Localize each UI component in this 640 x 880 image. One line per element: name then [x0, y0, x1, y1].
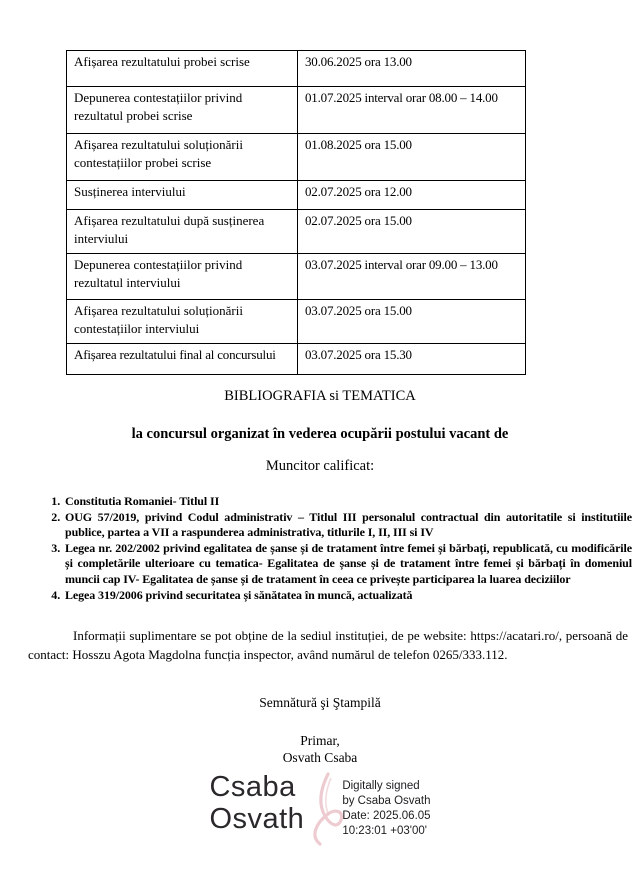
date-cell: 03.07.2025 ora 15.30 [298, 344, 526, 375]
digital-signature-detail-line: 10:23:01 +03'00' [342, 824, 427, 837]
activity-cell: Afișarea rezultatului final al concursului [67, 344, 298, 375]
activity-cell: Afișarea rezultatului soluționării contestațiilor interviului [67, 300, 298, 344]
table-row [67, 254, 526, 300]
activity-cell: Susținerea interviului [67, 181, 298, 210]
digital-signature-details [342, 772, 430, 839]
activity-cell: Afișarea rezultatului soluționării contestațiilor probei scrise [67, 134, 298, 181]
table-row [67, 210, 526, 254]
date-cell: 01.08.2025 ora 15.00 [298, 134, 526, 181]
table-row [67, 181, 526, 210]
digital-signature-detail-line: Date: 2025.06.05 [342, 809, 431, 822]
bibliography-subtitle: la concursul organizat în vederea ocupării postului vacant de [131, 426, 509, 442]
activity-cell: Afișarea rezultatului probei scrise [67, 51, 298, 87]
activity-cell: Afișarea rezultatului după susținerea interviului [67, 210, 298, 254]
digital-signature-detail-line: Digitally signed [342, 779, 420, 792]
date-cell: 01.07.2025 interval orar 08.00 – 14.00 [298, 87, 526, 134]
bibliography-item: 4. Legea 319/2006 privind securitatea și sănătatea în muncă, actualizată [63, 588, 632, 604]
table-row [67, 134, 526, 181]
table-row [67, 300, 526, 344]
vacant-position-label: Muncitor calificat: [265, 458, 375, 474]
digital-signature-block [0, 772, 640, 848]
digital-signature-name-line1: Csaba [209, 770, 296, 803]
signer-name: Osvath Csaba [282, 749, 358, 765]
bibliography-list [28, 494, 632, 603]
schedule-table [66, 50, 526, 375]
activity-cell: Depunerea contestațiilor privind rezultatul probei scrise [67, 87, 298, 134]
date-cell: 03.07.2025 interval orar 09.00 – 13.00 [298, 254, 526, 300]
bibliography-item: 2. OUG 57/2019, privind Codul administrativ – Titlul III personalul contractual din autoritatile si institutiile publice, partea a VII a raspunderea administrativa, titlurile I, II, III si IV [63, 510, 632, 541]
date-cell: 03.07.2025 ora 15.00 [298, 300, 526, 344]
date-cell: 02.07.2025 ora 12.00 [298, 181, 526, 210]
table-row [67, 344, 526, 375]
signature-stamp-label: Semnătură şi Ştampilă [259, 694, 381, 710]
additional-info-paragraph: Informații suplimentare se pot obține de la sediul instituției, de pe website: https://acatari.ro/, persoană de contact: Hosszu Agota Magdolna funcția inspector, având numărul de telefon 0265/333.112. [28, 628, 628, 662]
date-cell: 30.06.2025 ora 13.00 [298, 51, 526, 87]
date-cell: 02.07.2025 ora 15.00 [298, 210, 526, 254]
table-row [67, 51, 526, 87]
bibliography-title: BIBLIOGRAFIA si TEMATICA [224, 388, 416, 404]
bibliography-item: 3. Legea nr. 202/2002 privind egalitatea de șanse și de tratament între femei și bărbați, republicată, cu modificările și completările ulterioare cu tematica- Egalitatea de șanse și de tratament între femei și bărbați în domeniul muncii cap IV- Egalitatea de șanse și de tratament în ceea ce privește participarea la luarea deciziilor [63, 541, 632, 588]
digital-signature-detail-line: by Csaba Osvath [342, 794, 431, 807]
table-row [67, 87, 526, 134]
bibliography-item: 1. Constitutia Romaniei- Titlul II [63, 494, 632, 510]
activity-cell: Depunerea contestațiilor privind rezultatul interviului [67, 254, 298, 300]
digital-signature-name-line2: Osvath [209, 802, 305, 835]
signer-role: Primar, [300, 732, 340, 748]
document-page [0, 50, 640, 880]
digital-signature-name [209, 772, 304, 836]
